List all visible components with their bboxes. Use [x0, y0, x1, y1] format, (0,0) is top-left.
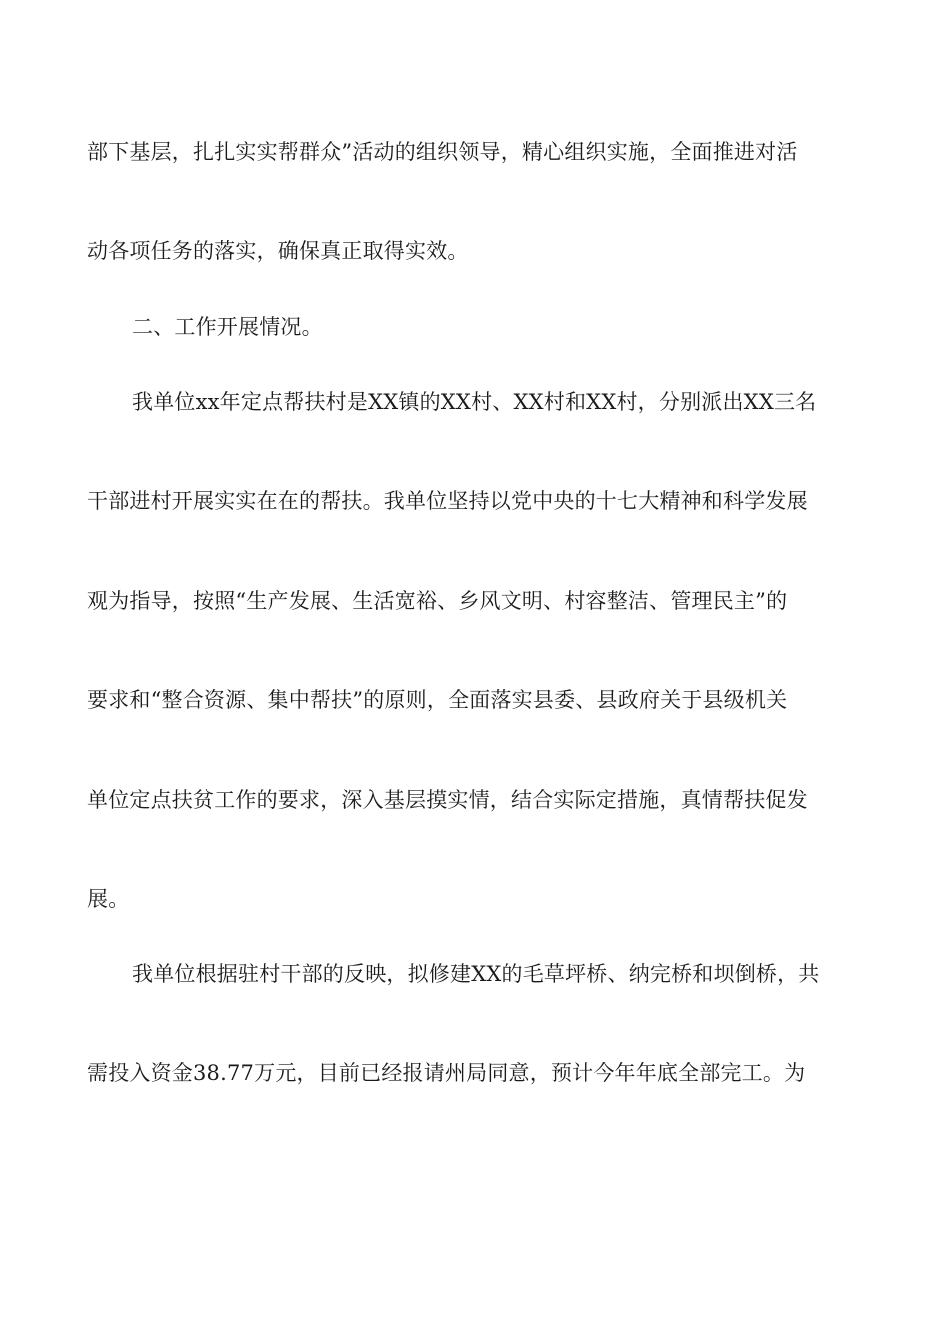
text-line: 我单位xx年定点帮扶村是XX镇的XX村、XX村和XX村，分别派出XX三名 [132, 390, 817, 414]
text-line: 要求和“整合资源、集中帮扶”的原则，全面落实县委、县政府关于县级机关 [87, 688, 788, 712]
text-line: 单位定点扶贫工作的要求，深入基层摸实情，结合实际定措施，真情帮扶促发 [87, 788, 808, 812]
text-line: 我单位根据驻村干部的反映，拟修建XX的毛草坪桥、纳完桥和坝倒桥，共 [132, 962, 820, 986]
text-line: 部下基层，扎扎实实帮群众”活动的组织领导，精心组织实施，全面推进对活 [87, 140, 798, 164]
text-line: 观为指导，按照“生产发展、生活宽裕、乡风文明、村容整洁、管理民主”的 [87, 589, 788, 613]
text-line: 需投入资金38.77万元，目前已经报请州局同意，预计今年年底全部完工。为 [87, 1061, 806, 1085]
text-line: 动各项任务的落实，确保真正取得实效。 [87, 239, 469, 263]
text-line: 干部进村开展实实在在的帮扶。我单位坚持以党中央的十七大精神和科学发展 [87, 489, 808, 513]
section-heading: 二、工作开展情况。 [132, 315, 323, 339]
text-line: 展。 [87, 887, 130, 911]
